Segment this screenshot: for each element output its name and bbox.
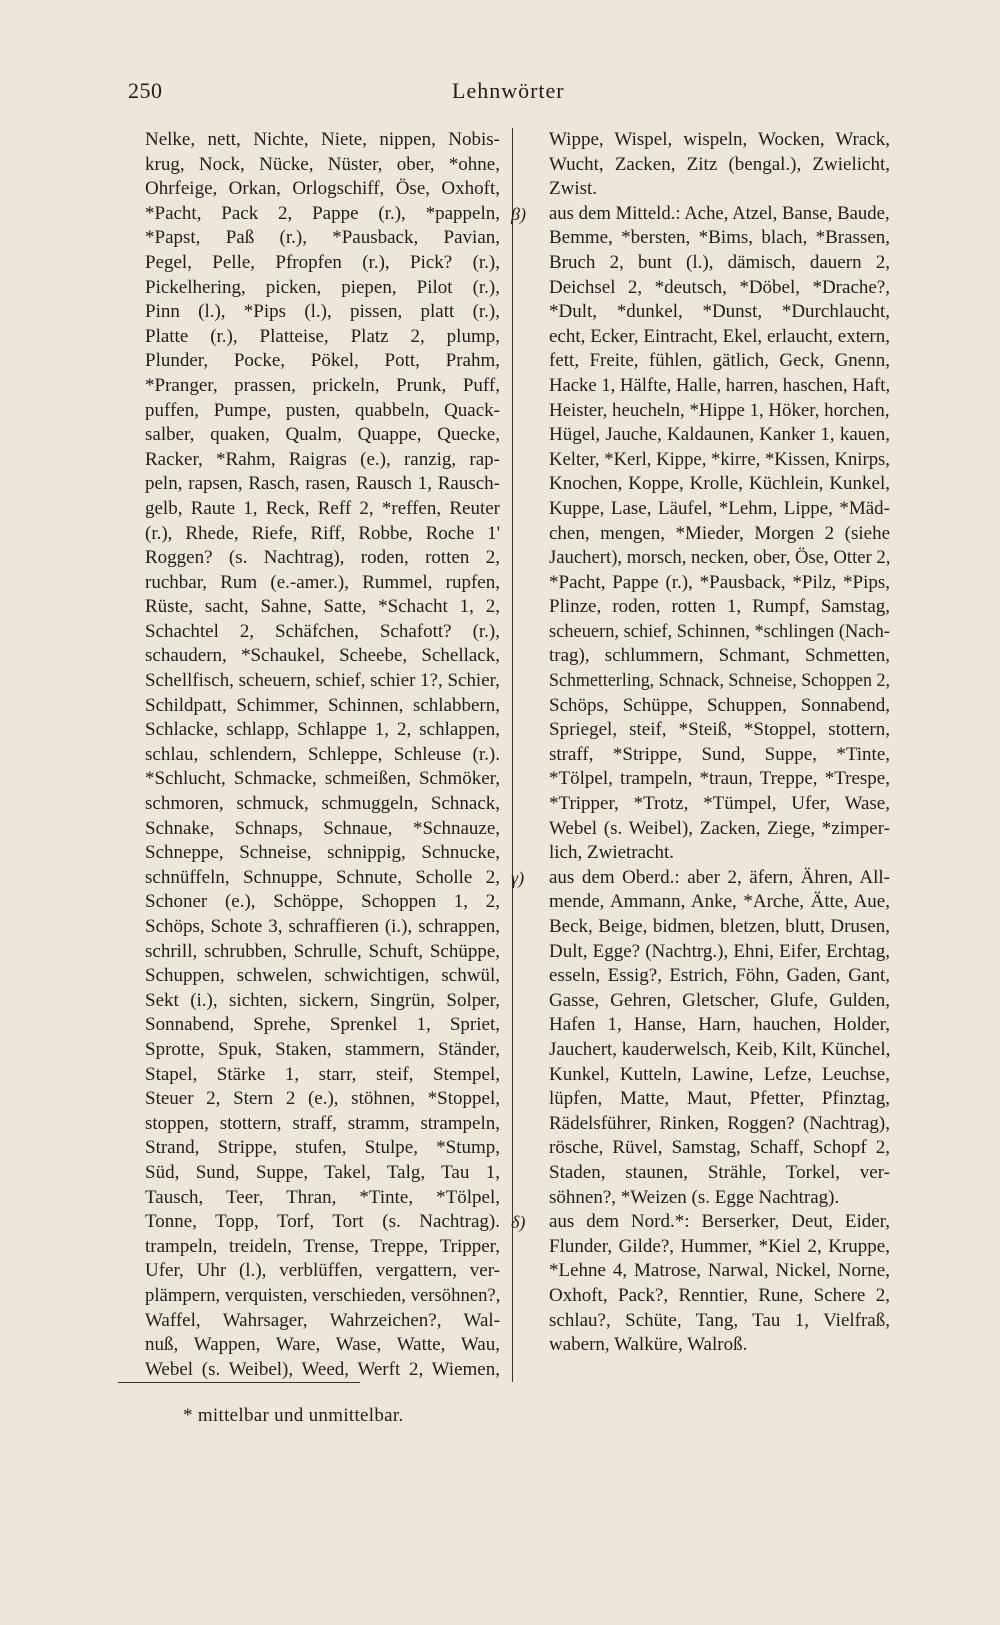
section-gamma xyxy=(511,866,891,1210)
left-column-line: Schneppe, Schneise, schnippig, Schnucke, xyxy=(145,842,500,864)
left-column-line: Plunder, Pocke, Pökel, Pott, Prahm, xyxy=(145,350,500,372)
left-column-line: (r.), Rhede, Riefe, Riff, Robbe, Roche 1' xyxy=(145,522,500,544)
left-column-line: Schöps, Schote 3, schraffieren (i.), schrappen, xyxy=(145,916,500,937)
right-column-line: Jauchert), morsch, necken, ober, Öse, Otter 2, xyxy=(549,547,891,569)
right-column-line: söhnen?, *Weizen (s. Egge Nachtrag). xyxy=(549,1186,840,1208)
right-column-line: Deichsel 2, *deutsch, *Döbel, *Drache?, xyxy=(549,276,890,298)
right-column-line: lüpfen, Matte, Maut, Pfetter, Pfinztag, xyxy=(549,1088,890,1110)
left-column-line: Ufer, Uhr (l.), verblüffen, vergattern, ver- xyxy=(145,1260,500,1282)
left-column-line: Schuppen, schwelen, schwichtigen, schwül, xyxy=(145,965,500,987)
right-column-line: rösche, Rüvel, Samstag, Schaff, Schopf 2, xyxy=(549,1137,890,1159)
left-column-line: schnüffeln, Schnuppe, Schnute, Scholle 2, xyxy=(145,866,500,888)
left-column-line: Strand, Strippe, stufen, Stulpe, *Stump, xyxy=(145,1137,500,1159)
left-column-line: Schlacke, schlapp, Schlappe 1, 2, schlappen, xyxy=(145,719,500,741)
left-column-line: Roggen? (s. Nachtrag), roden, rotten 2, xyxy=(145,547,500,569)
section-delta xyxy=(511,1210,890,1358)
left-column-line: *Schlucht, Schmacke, schmeißen, Schmöker, xyxy=(145,768,500,790)
right-column-line: Gasse, Gehren, Gletscher, Glufe, Gulden, xyxy=(549,989,890,1011)
right-column-line: *Dult, *dunkel, *Dunst, *Durchlaucht, xyxy=(549,301,890,323)
right-column xyxy=(511,128,891,1358)
left-column-line: stoppen, stottern, straff, stramm, strampeln, xyxy=(145,1112,500,1134)
left-column-line: Waffel, Wahrsager, Wahrzeichen?, Wal- xyxy=(145,1309,500,1331)
right-column-line: trag), schlummern, Schmant, Schmetten, xyxy=(549,645,890,667)
right-column-line: Bemme, *bersten, *Bims, blach, *Brassen, xyxy=(549,227,890,249)
right-column-line: Schöps, Schüppe, Schuppen, Sonnabend, xyxy=(549,694,890,716)
right-column-line: Knochen, Koppe, Krolle, Küchlein, Kunkel, xyxy=(549,473,890,495)
section-continued xyxy=(549,128,890,202)
left-column-line: nuß, Wappen, Ware, Wase, Watte, Wau, xyxy=(145,1334,500,1356)
right-column-line: aus dem Nord.*: Berserker, Deut, Eider, xyxy=(549,1211,890,1233)
left-column-line: Pinn (l.), *Pips (l.), pissen, platt (r.), xyxy=(145,301,500,323)
left-column-line: Schildpatt, Schimmer, Schinnen, schlabbern, xyxy=(145,694,500,716)
section-marker-beta: β) xyxy=(511,203,526,224)
left-column-line: peln, rapsen, Rasch, rasen, Rausch 1, Rausch- xyxy=(145,473,500,495)
left-column-line: *Pranger, prassen, prickeln, Prunk, Puff, xyxy=(145,374,500,396)
left-column-line: Pickelhering, picken, piepen, Pilot (r.), xyxy=(145,276,500,298)
left-column-line: puffen, Pumpe, pusten, quabbeln, Quack- xyxy=(145,399,500,421)
right-column-line: Beck, Beige, bidmen, bletzen, blutt, Drusen, xyxy=(549,916,890,937)
left-column-line: Rüste, sacht, Sahne, Satte, *Schacht 1, 2, xyxy=(145,596,500,618)
running-head: Lehnwörter xyxy=(452,78,565,103)
section-marker-gamma: γ) xyxy=(511,867,525,888)
right-column-line: Kelter, *Kerl, Kippe, *kirre, *Kissen, Knirps, xyxy=(549,448,890,470)
right-column-line: *Tölpel, trampeln, *traun, Treppe, *Trespe, xyxy=(549,768,890,790)
right-column-line: Kunkel, Kutteln, Lawine, Lefze, Leuchse, xyxy=(549,1063,890,1085)
left-column-line: Nelke, nett, Nichte, Niete, nippen, Nobis- xyxy=(145,129,500,150)
right-column-line: Wucht, Zacken, Zitz (bengal.), Zwielicht, xyxy=(549,153,890,175)
right-column-line: Spriegel, steif, *Steiß, *Stoppel, stottern, xyxy=(549,719,890,741)
right-column-line: Dult, Egge? (Nachtrg.), Ehni, Eifer, Erchtag, xyxy=(549,940,890,962)
right-column-line: Kuppe, Lase, Läufel, *Lehm, Lippe, *Mäd- xyxy=(549,497,890,519)
right-column-line: mende, Ammann, Anke, *Arche, Ätte, Aue, xyxy=(549,891,890,913)
left-column-line: *Papst, Paß (r.), *Pausback, Pavian, xyxy=(145,227,500,249)
right-column-line: wabern, Walküre, Walroß. xyxy=(549,1334,748,1356)
left-column-line: Steuer 2, Stern 2 (e.), stöhnen, *Stoppel, xyxy=(145,1088,500,1110)
right-column-line: Hügel, Jauche, Kaldaunen, Kanker 1, kauen, xyxy=(549,424,890,446)
page-number: 250 xyxy=(128,78,163,103)
column-divider xyxy=(512,128,513,1382)
right-column-line: Webel (s. Weibel), Zacken, Ziege, *zimper- xyxy=(549,817,890,839)
right-column-line: *Pacht, Pappe (r.), *Pausback, *Pilz, *Pips, xyxy=(549,571,890,593)
left-column-line: Süd, Sund, Suppe, Takel, Talg, Tau 1, xyxy=(145,1161,500,1183)
left-column-line: Ohrfeige, Orkan, Orlogschiff, Öse, Oxhoft, xyxy=(145,178,500,200)
left-column-line: Sekt (i.), sichten, sickern, Singrün, Solper, xyxy=(145,989,500,1011)
left-column-line: ruchbar, Rum (e.-amer.), Rummel, rupfen, xyxy=(145,571,500,593)
section-beta xyxy=(511,202,891,866)
left-column-line: Racker, *Rahm, Raigras (e.), ranzig, rap- xyxy=(145,448,500,470)
right-column-line: Staden, staunen, Strähle, Torkel, ver- xyxy=(549,1161,890,1183)
right-column-line: Flunder, Gilde?, Hummer, *Kiel 2, Kruppe, xyxy=(549,1235,890,1257)
right-column-line: Zwist. xyxy=(549,178,598,200)
left-column-line: Tausch, Teer, Thran, *Tinte, *Tölpel, xyxy=(145,1186,500,1208)
left-column-line: Schoner (e.), Schöppe, Schoppen 1, 2, xyxy=(145,891,500,913)
footnote: * mittelbar und unmittelbar. xyxy=(183,1405,404,1426)
left-column-line: *Pacht, Pack 2, Pappe (r.), *pappeln, xyxy=(145,202,500,224)
left-column-line: trampeln, treideln, Trense, Treppe, Tripper, xyxy=(145,1235,500,1257)
right-column-line: Plinze, roden, rotten 1, Rumpf, Samstag, xyxy=(549,596,890,618)
section-marker-delta: δ) xyxy=(511,1212,526,1233)
right-column-line: *Tripper, *Trotz, *Tümpel, Ufer, Wase, xyxy=(549,793,890,815)
right-column-line: esseln, Essig?, Estrich, Föhn, Gaden, Gant, xyxy=(549,965,890,987)
right-column-line: chen, mengen, *Mieder, Morgen 2 (siehe xyxy=(549,522,890,544)
right-column-line: echt, Ecker, Eintracht, Ekel, erlaucht, extern, xyxy=(549,325,890,347)
left-column-line: Webel (s. Weibel), Weed, Werft 2, Wiemen, xyxy=(145,1358,500,1380)
left-column-line: Sprotte, Spuk, Staken, stammern, Ständer, xyxy=(145,1038,500,1060)
right-column-line: Wippe, Wispel, wispeln, Wocken, Wrack, xyxy=(549,129,890,150)
right-column-line: straff, *Strippe, Sund, Suppe, *Tinte, xyxy=(549,743,890,765)
right-column-line: Heister, heucheln, *Hippe 1, Höker, horchen, xyxy=(549,399,890,421)
right-column-line: aus dem Oberd.: aber 2, äfern, Ähren, All- xyxy=(549,866,890,888)
right-column-line: Hafen 1, Hanse, Harn, hauchen, Holder, xyxy=(549,1014,890,1036)
right-column-line: aus dem Mitteld.: Ache, Atzel, Banse, Baude, xyxy=(549,202,890,224)
right-column-line: Hacke 1, Hälfte, Halle, harren, haschen, Haft, xyxy=(549,374,891,396)
left-column-line: krug, Nock, Nücke, Nüster, ober, *ohne, xyxy=(145,153,500,175)
left-column-line: Platte (r.), Platteise, Platz 2, plump, xyxy=(145,325,500,347)
right-column-line: fett, Freite, fühlen, gätlich, Geck, Gnenn, xyxy=(549,350,890,372)
right-column-line: lich, Zwietracht. xyxy=(549,842,675,864)
left-column-line: Stapel, Stärke 1, starr, steif, Stempel, xyxy=(145,1063,500,1085)
left-column-line: Schachtel 2, Schäfchen, Schafott? (r.), xyxy=(145,620,500,642)
right-column-line: Rädelsführer, Rinken, Roggen? (Nachtrag), xyxy=(549,1112,890,1134)
left-column xyxy=(145,128,500,1382)
right-column-line: Oxhoft, Pack?, Renntier, Rune, Schere 2, xyxy=(549,1284,890,1306)
left-column-line: gelb, Raute 1, Reck, Reff 2, *reffen, Reuter xyxy=(145,497,500,519)
footnote-rule xyxy=(118,1382,360,1383)
left-column-line: schaudern, *Schaukel, Scheebe, Schellack, xyxy=(145,645,500,667)
right-column-line: scheuern, schief, Schinnen, *schlingen (Nach- xyxy=(549,620,890,642)
left-column-line: Tonne, Topp, Torf, Tort (s. Nachtrag). xyxy=(145,1211,500,1233)
right-column-line: Jauchert, kauderwelsch, Keib, Kilt, Künchel, xyxy=(549,1038,891,1060)
left-column-line: Schnake, Schnaps, Schnaue, *Schnauze, xyxy=(145,817,500,839)
left-column-line: Pegel, Pelle, Pfropfen (r.), Pick? (r.), xyxy=(145,251,500,273)
left-column-line: Sonnabend, Sprehe, Sprenkel 1, Spriet, xyxy=(145,1014,500,1036)
left-column-line: salber, quaken, Qualm, Quappe, Quecke, xyxy=(145,424,500,446)
left-column-line: plämpern, verquisten, verschieden, versöhnen?, xyxy=(145,1284,501,1306)
left-column-line: schlau, schlendern, Schleppe, Schleuse (r.). xyxy=(145,743,500,765)
left-column-line: schmoren, schmuck, schmuggeln, Schnack, xyxy=(145,793,500,815)
right-column-line: schlau?, Schüte, Tang, Tau 1, Vielfraß, xyxy=(549,1309,890,1331)
left-column-line: schrill, schrubben, Schrulle, Schuft, Schüppe, xyxy=(145,940,500,962)
right-column-line: Bruch 2, bunt (l.), dämisch, dauern 2, xyxy=(549,251,890,273)
right-column-line: *Lehne 4, Matrose, Narwal, Nickel, Norne, xyxy=(549,1260,890,1282)
right-column-line: Schmetterling, Schnack, Schneise, Schoppen 2, xyxy=(549,670,890,692)
left-column-line: Schellfisch, scheuern, schief, schier 1?, Schier, xyxy=(145,670,500,692)
